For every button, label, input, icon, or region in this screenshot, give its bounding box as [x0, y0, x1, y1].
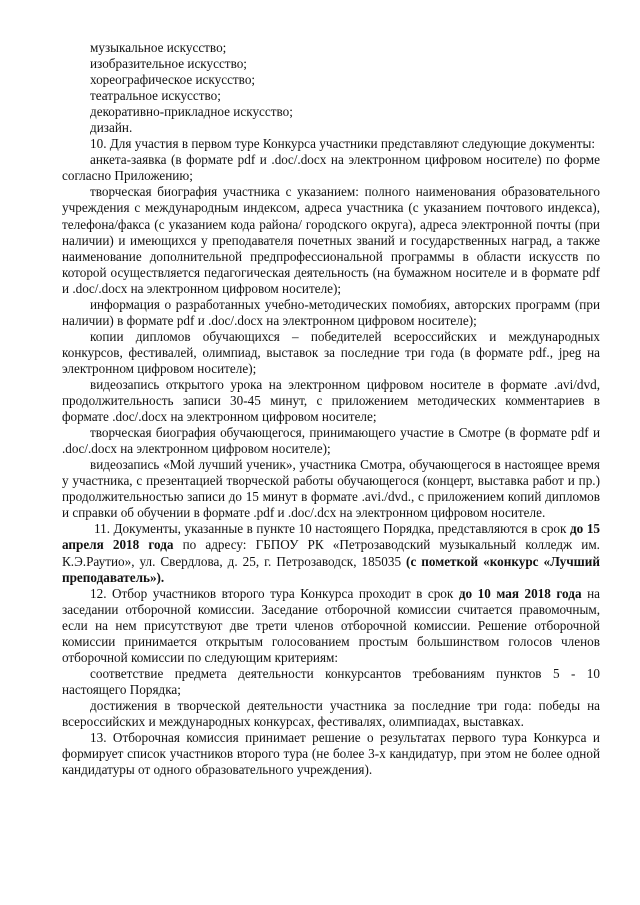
paragraph-10-intro: 10. Для участия в первом туре Конкурса участники представляют следующие документы: [90, 136, 596, 152]
paragraph-10-item-best-student-video: видеозапись «Мой лучший ученик», участника Смотра, обучающегося в настоящее время у участника, с презентацией творческой работы обучающегося (концерт, выставка работ и пр.) продолжительностью записи до 15 минут в формате .avi./dvd., с приложением копий дипломов и справки об обучении в формате .pdf и .doc/.dcx на электронном цифровом носителе. [62, 457, 600, 521]
list-item-theatre: театральное искусство; [90, 88, 221, 104]
paragraph-13: 13. Отборочная комиссия принимает решение о результатах первого тура Конкурса и формирует список участников второго тура (не более 3-х кандидатур, при этом не более одной кандидатуры от одного образовательного учреждения). [62, 730, 600, 778]
paragraph-10-item-application: анкета-заявка (в формате pdf и .doc/.docx на электронном цифровом носителе) по форме согласно Приложению; [62, 152, 600, 184]
paragraph-11-deadline: до 15 апреля 2018 года [62, 521, 601, 553]
paragraph-12 [62, 586, 600, 666]
paragraph-12-deadline: до 10 мая 2018 года [458, 585, 582, 601]
paragraph-12-criterion-achievements: достижения в творческой деятельности участника за последние три года: победы на всероссийских и международных конкурсах, фестивалях, олимпиадах, выставках. [62, 697, 600, 729]
paragraph-12-text-a: 12. Отбор участников второго тура Конкурса проходит в срок [90, 585, 459, 601]
list-item-design: дизайн. [90, 120, 133, 136]
paragraph-10-item-biography: творческая биография участника с указанием: полного наименования образовательного учреждения с международным индексом, адреса участника (с указанием почтового индекса), телефона/факса (с указанием кода района/ городского округа), адреса электронной почты (при наличии) и имеющихся у преподавателя почетных званий и государственных наград, а также наименование дополнительной предпрофессиональной программы в области искусств по которой осуществляется педагогическая деятельность (на бумажном носителе и в формате pdf и .doc/.docx на электронном цифровом носителе); [62, 184, 600, 296]
paragraph-10-item-video-lesson: видеозапись открытого урока на электронном цифровом носителе в формате .avi/dvd, продолжительность записи 30-45 минут, с приложением методических комментариев в формате .doc/.docx на электронном цифровом носителе; [62, 376, 600, 425]
paragraph-11-text-a: 11. Документы, указанные в пункте 10 настоящего Порядка, представляются в срок [94, 521, 570, 537]
list-item-fine-art: изобразительное искусство; [90, 56, 247, 72]
paragraph-10-item-diplomas: копии дипломов обучающихся – победителей всероссийских и международных конкурсов, фестивалей, олимпиад, выставок за последние три года (в формате pdf., jpeg на электронном цифровом носителе); [62, 328, 600, 376]
list-item-choreography: хореографическое искусство; [90, 72, 256, 88]
paragraph-10-item-methodology: информация о разработанных учебно-методических помобиях, авторских программ (при наличии) в формате pdf и .doc/.docx на электронном цифровом носителе); [62, 296, 600, 328]
paragraph-12-text-c: на заседании отборочной комиссии. Заседание отборочной комиссии считается правомочным, если на нем присутствуют две трети членов отборочной комиссии. Решение отборочной комиссии принимается открытым голосованием простым большинством голосов членов отборочной комиссии по следующим критериям: [62, 585, 600, 665]
list-item-decorative-art: декоративно-прикладное искусство; [90, 104, 293, 120]
paragraph-11 [62, 521, 600, 585]
paragraph-11-text-c: по адресу: ГБПОУ РК «Петрозаводский музыкальный колледж им. К.Э.Раутио», ул. Свердлова, д. 25, г. Петрозаводск, 185035 [62, 537, 600, 569]
paragraph-12-criterion-subject: соответствие предмета деятельности конкурсантов требованиям пунктов 5 - 10 настоящего Порядка; [62, 665, 600, 697]
paragraph-10-item-student-biography: творческая биография обучающегося, принимающего участие в Смотре (в формате pdf и .doc/.docx на электронном цифровом носителе); [62, 425, 600, 457]
paragraph-11-note: (с пометкой «конкурс «Лучший преподаватель»). [62, 553, 600, 585]
list-item-music: музыкальное искусство; [90, 40, 227, 55]
